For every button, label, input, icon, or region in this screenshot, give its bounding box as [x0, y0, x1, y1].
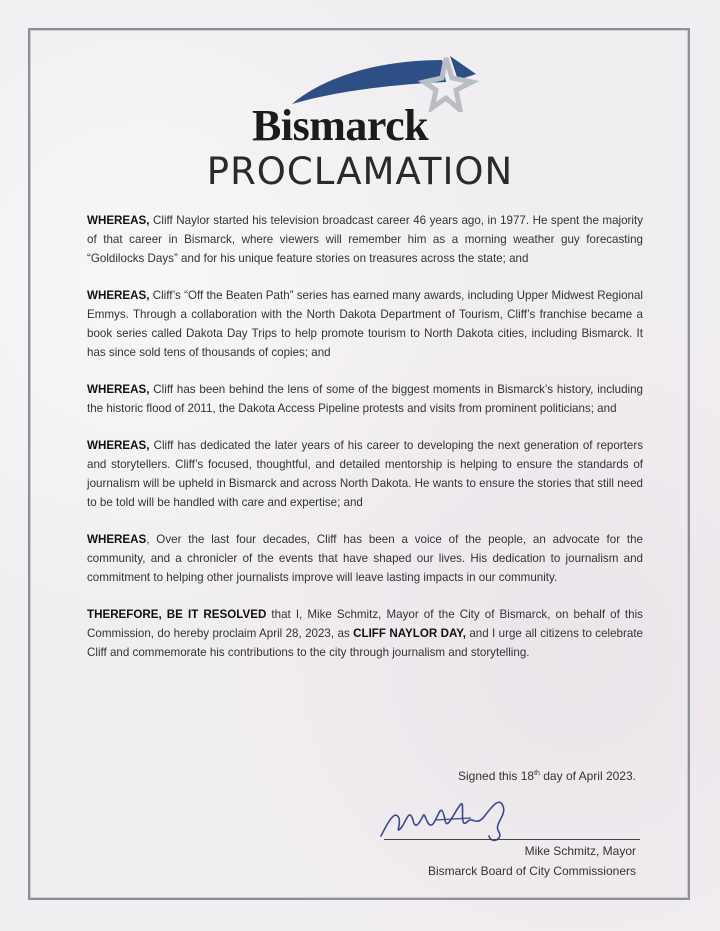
whereas-paragraph	[87, 380, 643, 418]
paragraph-text: Cliff Naylor started his television broadcast career 46 years ago, in 1977. He spent the majority of that career in Bismarck, where viewers will remember him as a morning weather guy forecasting “Goldilocks Days” and for his unique feature stories on treasures across the state; and	[87, 214, 643, 265]
whereas-paragraph	[87, 530, 643, 587]
signed-date	[458, 769, 636, 783]
signature-icon	[375, 790, 535, 845]
signature-line	[384, 839, 640, 840]
paragraph-text: Cliff’s “Off the Beaten Path” series has earned many awards, including Upper Midwest Regional Emmys. Through a collaboration with the North Dakota Department of Tourism, Cliff’s franchise became a book series called Dakota Day Trips to help promote tourism to North Dakota cities, including Bismarck. It has since sold tens of thousands of copies; and	[87, 289, 643, 359]
whereas-paragraph	[87, 211, 643, 268]
day-name-highlight: CLIFF NAYLOR DAY,	[353, 627, 466, 640]
paragraph-text: Cliff has been behind the lens of some of the biggest moments in Bismarck’s history, including the historic flood of 2011, the Dakota Access Pipeline protests and visits from prominent politicians; and	[87, 383, 643, 415]
bismarck-logo	[240, 52, 480, 152]
whereas-lead: WHEREAS,	[87, 289, 150, 302]
ordinal-suffix: th	[534, 770, 540, 777]
whereas-lead: WHEREAS	[87, 533, 147, 546]
signed-date-prefix: Signed this 18	[458, 769, 535, 783]
paragraph-text: Cliff has dedicated the later years of his career to developing the next generation of reporters and storytellers. Cliff’s focused, thoughtful, and detailed mentorship is helping to ensure the standards of journalism will be upheld in Bismarck and across North Dakota. He wants to ensure the stories that still need to be told will be handled with care and expertise; and	[87, 439, 643, 509]
resolution-paragraph	[87, 605, 643, 662]
whereas-lead: WHEREAS,	[87, 383, 150, 396]
signer-name: Mike Schmitz, Mayor	[524, 844, 636, 858]
whereas-paragraph	[87, 436, 643, 512]
whereas-lead: WHEREAS,	[87, 439, 150, 452]
whereas-lead: WHEREAS,	[87, 214, 150, 227]
logo-wordmark: Bismarck	[252, 101, 429, 150]
proclamation-body	[87, 211, 643, 680]
page-title: PROCLAMATION	[206, 150, 514, 193]
signer-title: Bismarck Board of City Commissioners	[427, 864, 636, 878]
signed-date-rest: day of April 2023.	[539, 769, 636, 783]
resolution-text-after: and I urge all citizens to celebrate Cliff and commemorate his contributions to the city through journalism and storytelling.	[87, 627, 643, 659]
resolution-lead: THEREFORE, BE IT RESOLVED	[87, 608, 267, 621]
resolution-text-before: that I, Mike Schmitz, Mayor of the City of Bismarck, on behalf of this Commission, do hereby proclaim April 28, 2023, as	[87, 608, 643, 640]
whereas-paragraph	[87, 286, 643, 362]
paragraph-text: , Over the last four decades, Cliff has been a voice of the people, an advocate for the community, and a chronicler of the events that have shaped our lives. His dedication to journalism and commitment to helping other journalists improve will leave lasting impacts in our community.	[87, 533, 643, 584]
